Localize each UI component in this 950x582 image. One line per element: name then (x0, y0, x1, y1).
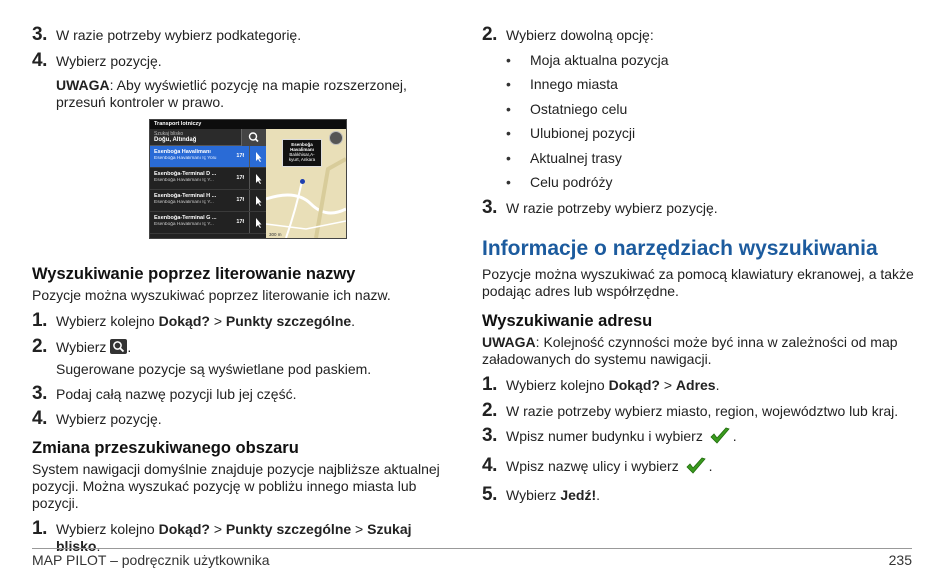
text-run: Wybierz kolejno (56, 521, 159, 537)
step-text (506, 377, 922, 394)
result-name: Esenboğa-Terminal H ... (154, 193, 217, 199)
section-intro: Pozycje można wyszukiwać za pomocą klawiatury ekranowej, a także podając adres lub współrzędne. (482, 266, 914, 300)
result-distance: 17ł (236, 153, 244, 159)
step-number: 4. (32, 408, 47, 429)
menu-term: Dokąd? (608, 377, 660, 394)
text-run: Wybierz kolejno (56, 313, 159, 329)
result-sub: Esenboğa Havalimanı İç Y... (154, 178, 214, 183)
step-item (482, 454, 922, 479)
note-label: UWAGA (56, 77, 110, 93)
map-view (266, 129, 346, 238)
step-number: 4. (32, 49, 47, 71)
step-item (32, 410, 452, 428)
compass-icon (329, 131, 343, 145)
checkmark-icon (685, 457, 707, 479)
step-number: 3. (32, 24, 47, 45)
text-run: > (659, 377, 676, 394)
result-sub: Esenboğa Havalimanı İç Y... (154, 222, 214, 227)
step-text: Podaj całą nazwę pozycji lub jej część. (56, 385, 297, 402)
search-near-label: Szukaj blisko (154, 131, 184, 137)
menu-term: Szukaj blisko (56, 521, 412, 554)
step-item (482, 199, 922, 217)
result-item (150, 146, 266, 168)
result-distance: 17ł (236, 219, 244, 225)
step-item (32, 382, 452, 404)
option-item: • Ostatniego celu (482, 101, 922, 118)
step-number: 5. (482, 484, 497, 506)
direction-arrow-icon (249, 168, 266, 189)
note-text: : Aby wyświetlić pozycję na mapie rozszerzonej, przesuń kontroler w prawo. (56, 77, 407, 110)
note-paragraph (482, 334, 922, 368)
option-item: • Aktualnej trasy (482, 150, 922, 167)
result-name: Esenboğa Havalimanı (154, 149, 211, 155)
step-item (32, 312, 452, 330)
step-number: 1. (32, 518, 47, 539)
menu-term: Adres (675, 377, 716, 394)
menu-term: Punkty szczególne (225, 313, 352, 329)
page-number: 235 (888, 552, 912, 568)
step-item (32, 49, 452, 71)
text-run: Wybierz kolejno (506, 377, 609, 394)
step-text: Wybierz dowolną opcję: (506, 27, 654, 43)
text-run: Wybierz (56, 338, 111, 355)
right-column (482, 26, 922, 512)
step-item (482, 376, 922, 394)
step-number: 4. (482, 454, 497, 476)
text-run: Wpisz numer budynku i wybierz (506, 428, 707, 445)
menu-term: Jedź! (560, 487, 597, 504)
text-run: > (351, 521, 368, 537)
callout-line: Havalimanı (290, 147, 314, 152)
result-list (150, 129, 266, 238)
text-run: . (715, 377, 720, 394)
step-item (482, 427, 922, 449)
footer-title: MAP PILOT – podręcznik użytkownika (32, 552, 270, 568)
direction-arrow-icon (249, 146, 266, 167)
result-name: Esenboğa-Terminal D ... (154, 171, 217, 177)
callout-line: Balıkhisar,A- (289, 152, 315, 157)
menu-term: Dokąd? (158, 313, 210, 329)
section-intro: System nawigacji domyślnie znajduje pozycje najbliższe aktualnej pozycji. Można wyszukać pozycję w pobliżu innego miasta lub pozycji. (32, 461, 440, 511)
step-item (32, 335, 452, 357)
step-text: W razie potrzeby wybierz miasto, region, województwo lub kraj. (506, 402, 899, 419)
step-number: 1. (482, 374, 497, 396)
note-paragraph (56, 77, 452, 111)
text-run: > (209, 313, 226, 329)
menu-term: Punkty szczególne (225, 521, 352, 537)
result-sub: Esenboğa Havalimanı İç Y... (154, 200, 214, 205)
checkmark-icon (709, 427, 731, 449)
result-sub: Esenboğa Havalimanı İç Yolu (154, 156, 217, 161)
step-text: W razie potrzeby wybierz pozycję. (506, 200, 718, 217)
step-number: 2. (482, 24, 497, 45)
section-title: Informacje o narzędziach wyszukiwania (482, 237, 878, 261)
step-number: 3. (32, 382, 47, 404)
option-item: • Moja aktualna pozycja (482, 52, 922, 69)
option-list (482, 52, 922, 192)
screenshot-title: Transport lotniczy (150, 120, 346, 129)
callout-line: kyurt, Ankara (288, 157, 316, 162)
result-distance: 17ł (236, 197, 244, 203)
callout-line: Esenboğa (291, 142, 313, 147)
section-heading: Zmiana przeszukiwanego obszaru (32, 439, 299, 457)
step-item (482, 486, 922, 504)
step-note: Sugerowane pozycje są wyświetlane pod paskiem. (56, 360, 372, 377)
result-item (150, 168, 266, 190)
map-callout (282, 139, 322, 167)
section-heading: Wyszukiwanie adresu (482, 312, 653, 331)
step-text: W razie potrzeby wybierz podkategorię. (56, 27, 302, 43)
text-run: . (127, 338, 132, 355)
step-text: Wybierz pozycję. (56, 411, 162, 427)
step-item (32, 26, 452, 44)
direction-arrow-icon (249, 212, 266, 233)
option-item: • Ulubionej pozycji (482, 125, 922, 142)
search-near-value: Doğu, Altındağ (154, 137, 197, 143)
text-run: Wybierz (506, 487, 561, 504)
text-run: . (732, 428, 737, 445)
result-item (150, 190, 266, 212)
step-item (482, 26, 922, 44)
step-text (506, 457, 922, 479)
step-number: 2. (32, 335, 47, 357)
left-column (32, 26, 452, 563)
step-number: 3. (482, 197, 497, 219)
text-run: Wpisz nazwę ulicy i wybierz (506, 457, 683, 474)
search-button (241, 129, 266, 146)
search-near-row (150, 129, 266, 146)
step-text (56, 521, 452, 555)
step-text (506, 427, 922, 449)
search-icon (242, 129, 266, 146)
step-number: 1. (32, 310, 47, 331)
step-item (32, 520, 452, 555)
step-text: Wybierz pozycję. (56, 52, 162, 69)
option-item: • Celu podróży (482, 174, 922, 191)
direction-arrow-icon (249, 190, 266, 211)
text-run: . (596, 487, 601, 504)
search-icon (110, 339, 127, 354)
result-name: Esenboğa-Terminal G ... (154, 215, 217, 221)
device-screenshot (149, 119, 347, 239)
note-text: : Kolejność czynności może być inna w zależności od map załadowanych do systemu nawigacji. (482, 334, 898, 368)
text-run: . (96, 538, 101, 554)
note-label: UWAGA (482, 334, 536, 351)
section-heading: Wyszukiwanie poprzez literowanie nazwy (32, 265, 356, 283)
step-text (56, 313, 452, 330)
result-distance: 17ł (236, 175, 244, 181)
option-item: • Innego miasta (482, 76, 922, 93)
footer-divider (32, 548, 912, 549)
step-number: 3. (482, 425, 497, 447)
location-pin-icon (300, 179, 305, 184)
text-run: > (209, 521, 226, 537)
text-run: . (351, 313, 356, 329)
menu-term: Dokąd? (158, 521, 210, 537)
text-run: . (708, 457, 713, 474)
step-text (506, 487, 922, 504)
section-intro: Pozycje można wyszukiwać poprzez literowanie ich nazw. (32, 287, 391, 303)
step-number: 2. (482, 399, 497, 421)
map-scale: 300 m (269, 232, 282, 237)
result-item (150, 212, 266, 234)
step-text (56, 339, 452, 356)
step-item (482, 399, 922, 421)
